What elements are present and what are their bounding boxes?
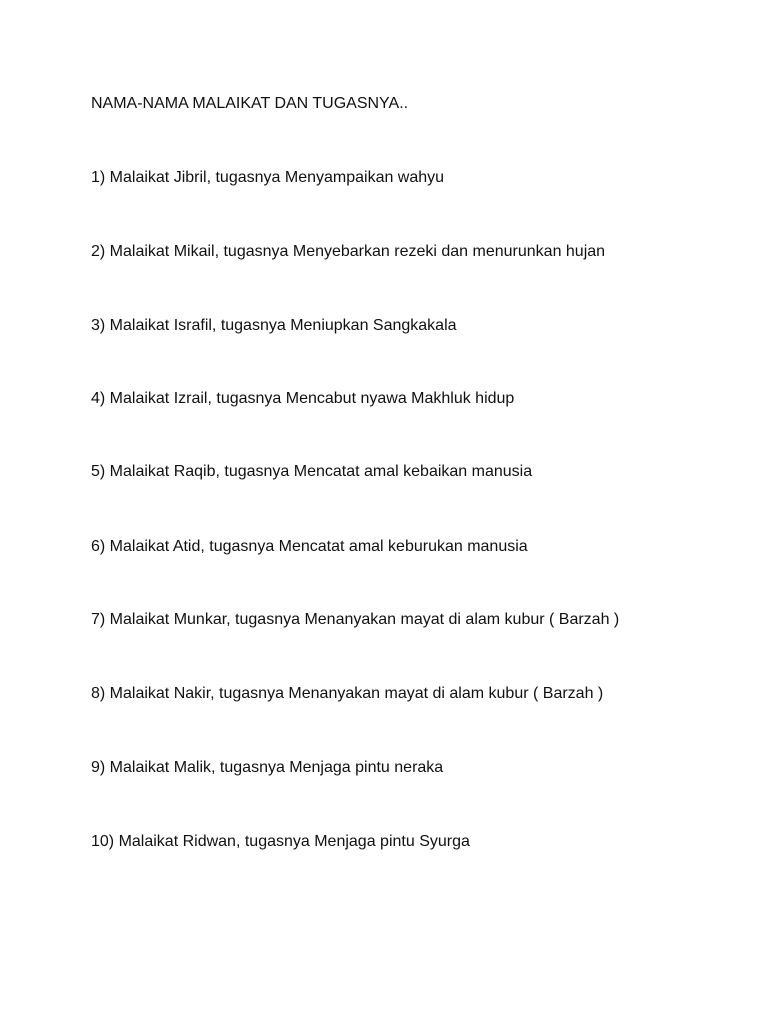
list-item: 3) Malaikat Israfil, tugasnya Meniupkan Sangkakala: [91, 317, 457, 334]
list-item: 8) Malaikat Nakir, tugasnya Menanyakan mayat di alam kubur ( Barzah ): [91, 685, 604, 702]
list-item: 5) Malaikat Raqib, tugasnya Mencatat amal kebaikan manusia: [91, 463, 533, 480]
document-title: NAMA-NAMA MALAIKAT DAN TUGASNYA..: [91, 95, 409, 112]
list-item: 1) Malaikat Jibril, tugasnya Menyampaikan wahyu: [91, 169, 445, 186]
list-item: 9) Malaikat Malik, tugasnya Menjaga pintu neraka: [91, 759, 444, 776]
list-item: 4) Malaikat Izrail, tugasnya Mencabut nyawa Makhluk hidup: [91, 390, 515, 407]
list-item: 2) Malaikat Mikail, tugasnya Menyebarkan rezeki dan menurunkan hujan: [91, 243, 606, 260]
list-item: 7) Malaikat Munkar, tugasnya Menanyakan mayat di alam kubur ( Barzah ): [91, 611, 620, 628]
list-item: 10) Malaikat Ridwan, tugasnya Menjaga pintu Syurga: [91, 833, 470, 850]
list-item: 6) Malaikat Atid, tugasnya Mencatat amal keburukan manusia: [91, 538, 528, 555]
